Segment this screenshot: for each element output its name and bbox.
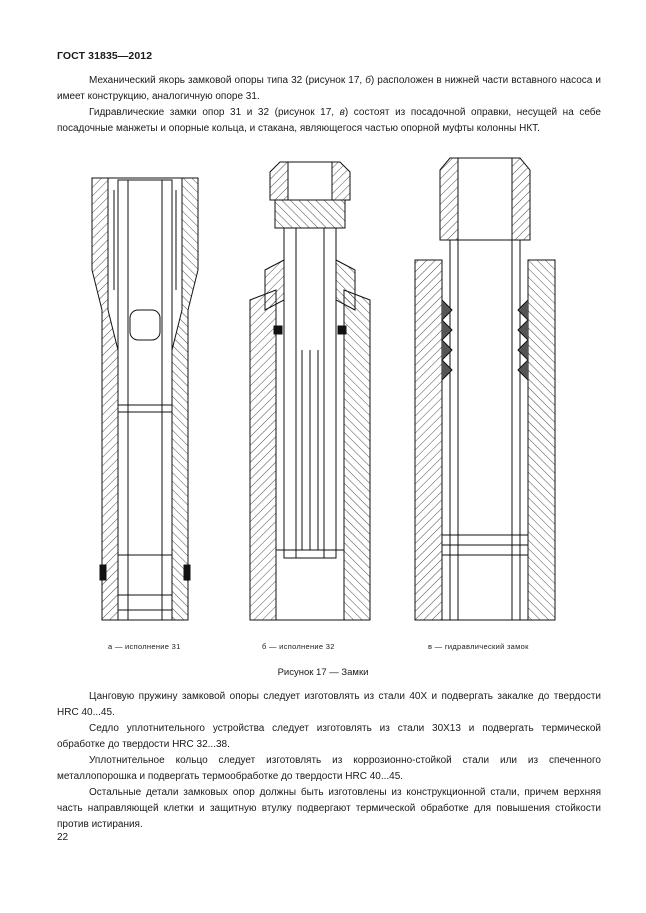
subcaption-b: б — исполнение 32 bbox=[262, 642, 335, 651]
drawing-v-hydraulic-lock bbox=[415, 158, 555, 620]
p2-text-b: ) состоят из посадочной оправки, несущей на себе посадочные манжеты и опорные кольца, и стакана, являющегося частью опорной муфты колонны НКТ. bbox=[57, 107, 601, 134]
p2-text-a: Гидравлические замки опор 31 и 32 (рисунок 17, bbox=[89, 107, 340, 118]
subcaption-a: а — исполнение 31 bbox=[108, 642, 181, 651]
paragraph-collet-spring: Цанговую пружину замковой опоры следует изготовлять из стали 40Х и подвергать закалке до твердости HRC 40...45. bbox=[57, 691, 601, 718]
drawing-b-version-32 bbox=[250, 162, 370, 620]
page-number: 22 bbox=[57, 832, 69, 843]
subcaption-v: в — гидравлический замок bbox=[428, 642, 529, 651]
p1-text-a: Механический якорь замковой опоры типа 32 (рисунок 17, bbox=[89, 75, 366, 86]
paragraph-seal-ring: Уплотнительное кольцо следует изготовлять из коррозионно-стойкой стали или из спеченного металлопорошка и подвергать термообработке до твердости HRC 40...45. bbox=[57, 755, 601, 782]
document-header: ГОСТ 31835—2012 bbox=[57, 50, 153, 62]
p1-text-b: ) расположен в нижней части вставного насоса и имеет конструкцию, аналогичную опоре 31. bbox=[57, 75, 601, 102]
figure-caption: Рисунок 17 — Замки bbox=[277, 667, 369, 678]
paragraph-hydraulic-locks bbox=[57, 105, 601, 137]
paragraph-mechanical-anchor bbox=[57, 73, 601, 105]
paragraph-other-parts: Остальные детали замковых опор должны быть изготовлены из конструкционной стали, причем верхняя часть направляющей клетки и защитную втулку подвергают термической обработке для повышения стойкости против истирания. bbox=[57, 787, 601, 830]
drawing-a-version-31 bbox=[92, 178, 198, 620]
paragraph-seal-seat: Седло уплотнительного устройства следует изготовлять из стали 30Х13 и подвергать термической обработке до твердости HRC 32...38. bbox=[57, 723, 601, 750]
p1-figure-letter: б bbox=[365, 75, 371, 86]
figure-17-drawing bbox=[70, 150, 590, 640]
p2-figure-letter: в bbox=[339, 107, 345, 118]
